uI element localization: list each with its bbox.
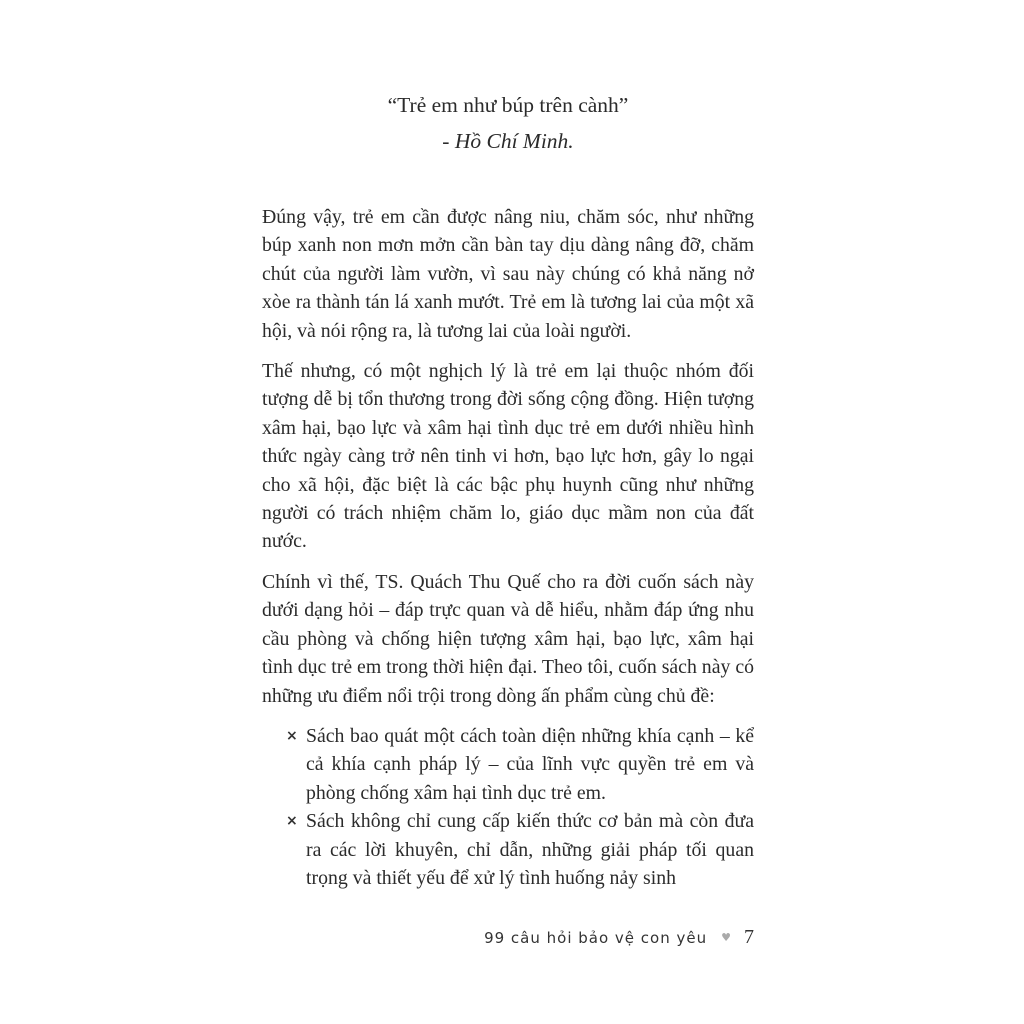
bullet-text: Sách bao quát một cách toàn diện những khía cạnh – kể cả khía cạnh pháp lý – của lĩnh vực quyền trẻ em và phòng chống xâm hại tình dục trẻ em. (306, 724, 754, 804)
bullet-text: Sách không chỉ cung cấp kiến thức cơ bản mà còn đưa ra các lời khuyên, chỉ dẫn, những giải pháp tối quan trọng và thiết yếu để xử lý tình huống nảy sinh (306, 810, 754, 889)
bullet-item (262, 807, 754, 892)
bullet-list (262, 722, 754, 892)
page-number: 7 (744, 926, 754, 948)
paragraph-1: Đúng vậy, trẻ em cần được nâng niu, chăm sóc, như những búp xanh non mơn mởn cần bàn tay dịu dàng nâng đỡ, chăm chút của người làm vườn, vì sau này chúng có khả năng nở xòe ra thành tán lá xanh mướt. Trẻ em là tương lai của một xã hội, và nói rộng ra, là tương lai của loài người. (262, 206, 754, 342)
running-title: 99 câu hỏi bảo vệ con yêu (484, 928, 708, 947)
epigraph-quote: “Trẻ em như búp trên cành” (387, 93, 629, 117)
paragraph-2: Thế nhưng, có một nghịch lý là trẻ em lại thuộc nhóm đối tượng dễ bị tổn thương trong đời sống cộng đồng. Hiện tượng xâm hại, bạo lực và xâm hại tình dục trẻ em dưới nhiều hình thức ngày càng trở nên tinh vi hơn, bạo lực hơn, gây lo ngại cho xã hội, đặc biệt là các bậc phụ huynh cũng như những người có trách nhiệm chăm lo, giáo dục mầm non của đất nước. (262, 360, 754, 553)
cross-bullet-icon: × (286, 813, 298, 830)
body-text (262, 203, 754, 892)
epigraph-author: - Hồ Chí Minh. (442, 129, 574, 153)
cross-bullet-icon: × (286, 727, 298, 744)
page-footer (484, 926, 754, 949)
bullet-item (262, 722, 754, 807)
heart-icon: ♥ (721, 931, 732, 944)
paragraph-3: Chính vì thế, TS. Quách Thu Quế cho ra đời cuốn sách này dưới dạng hỏi – đáp trực quan và dễ hiểu, nhằm đáp ứng nhu cầu phòng và chống hiện tượng xâm hại, bạo lực, xâm hại tình dục trẻ em trong thời hiện đại. Theo tôi, cuốn sách này có những ưu điểm nổi trội trong dòng ấn phẩm cùng chủ đề: (262, 570, 754, 707)
